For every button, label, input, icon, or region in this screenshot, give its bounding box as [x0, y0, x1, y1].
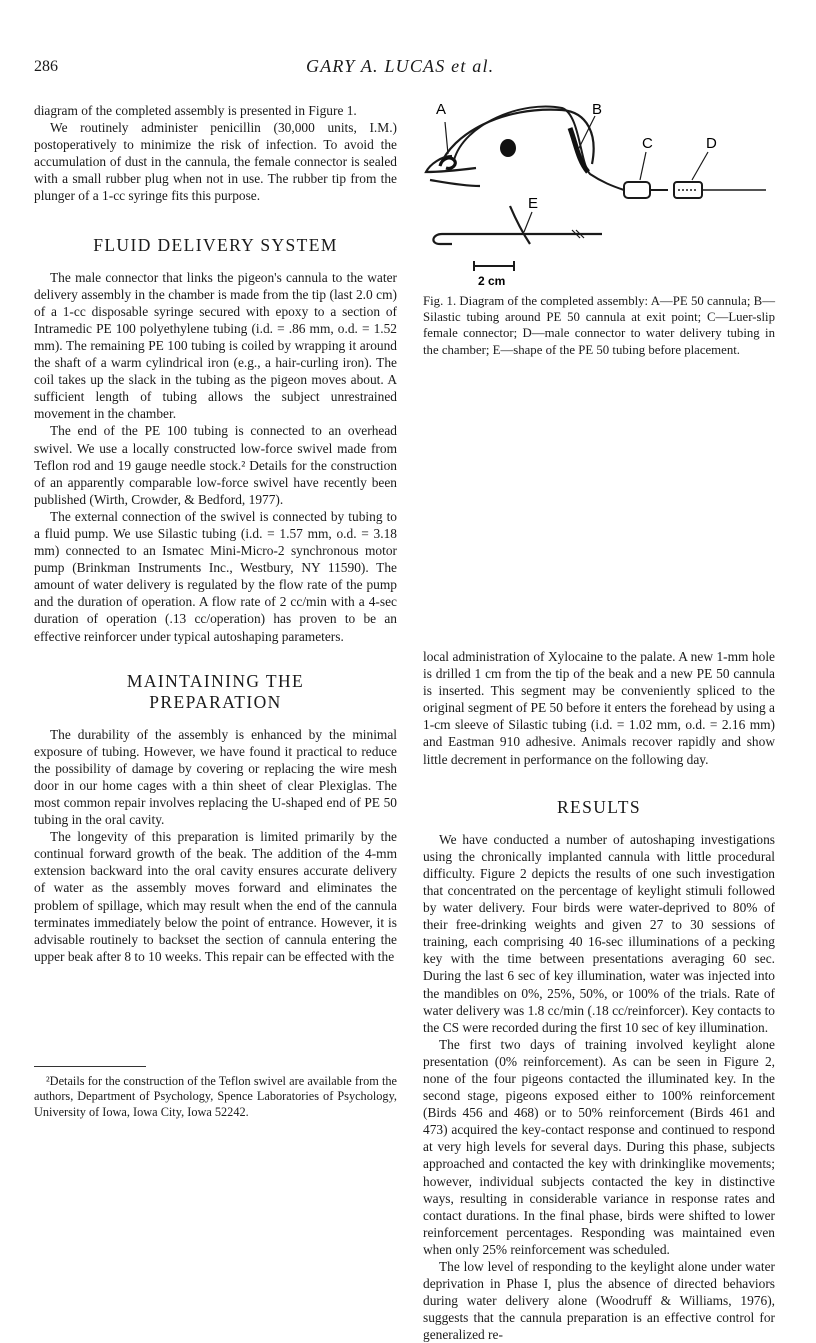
label-d: D	[706, 135, 717, 152]
paragraph: We have conducted a number of autoshaping investigations using the chronically implanted cannula with little procedural difficulty. Figure 2 depicts the results of one such investigation that concentrated on the percentage of keylight stimuli followed by water delivery. Four birds were water-deprived to 80% of their free-drinking weights and given 27 to 30 sessions of training, each comprising 40 16-sec illuminations of a pecking key with the time between presentations averaging 60 sec. During the last 6 sec of key illumination, water was injected into the mandibles on 0%, 25%, 50%, or 100% of the trials. Rate of water delivery was 1.8 cc/min (.18 cc/reinforcer). Key contacts to the CS were recorded during the first 10 sec of key illumination.	[423, 831, 775, 1035]
label-e: E	[528, 195, 539, 212]
figure-caption: Fig. 1. Diagram of the completed assembly: A—PE 50 cannula; B—Silastic tubing around PE 50 cannula at exit point; C—Luer-slip female connector; D—male connector to water delivery tubing in the chamber; E—shape of the PE 50 tubing before placement.	[423, 294, 775, 357]
paragraph: The end of the PE 100 tubing is connected to an overhead swivel. We use a locally constructed low-force swivel made from Teflon rod and 19 gauge needle stock.² Details for the construction of an apparently comparable low-force swivel have recently been published (Wirth, Crowder, & Bedford, 1977).	[34, 423, 397, 507]
lower-beak	[430, 180, 480, 186]
paragraph: local administration of Xylocaine to the palate. A new 1-mm hole is drilled 1 cm from the tip of the beak and a new PE 50 cannula is inserted. This segment may be conveniently spliced to the original segment of PE 50 before it enters the forehead by using a 1-cm sleeve of Silastic tubing (i.d. = 1.02 mm, o.d. = 2.16 mm) and Eastman 910 adhesive. Animals recover rapidly and show little decrement in performance on the following day.	[423, 649, 775, 767]
assembly-diagram	[412, 94, 772, 304]
paragraph: The low level of responding to the keylight alone under water deprivation in Phase I, plus the absence of directed behaviors during water delivery alone (Woodruff & Williams, 1976), suggests that the cannula preparation is an effective control for generalized re-	[423, 1259, 775, 1343]
paragraph: The first two days of training involved keylight alone presentation (0% reinforcement). As can be seen in Figure 2, none of the four pigeons contacted the illuminated key. In the second stage, pigeons exposed either to 100% reinforcement (Birds 456 and 468) or to 50% reinforcement (Birds 461 and 473) acquired the key-contact response and continued to respond at very high levels for several days. During this phase, subjects approached and contacted the key with drinkinglike movements; however, individual subjects contacted the key in distinctive ways, resulting in considerable variance in response rates and contact durations. In the final phase, birds were shifted to lower reinforcement percentages. Responding was maintained even when only 25% reinforcement was scheduled.	[423, 1036, 775, 1257]
paragraph: We routinely administer penicillin (30,000 units, I.M.) postoperatively to minimize the risk of infection. To avoid the accumulation of dust in the cannula, the female connector is sealed with a small rubber plug when not in use. The rubber tip from the plunger of a 1-cc syringe fits this purpose.	[34, 120, 397, 204]
paragraph: The durability of the assembly is enhanced by the minimal exposure of tubing. However, we have found it practical to reduce the possibility of damage by covering or replacing the wire mesh door in our home cages with a thin sheet of clear Plexiglas. The most common repair involves replacing the U-shaped end of PE 50 tubing in the oral cavity.	[34, 726, 397, 828]
leader-d	[692, 152, 708, 180]
footnote: ²Details for the construction of the Teflon swivel are available from the authors, Department of Psychology, Spence Laboratories of Psychology, University of Iowa, Iowa City, Iowa 52242.	[34, 1074, 397, 1119]
tubing-line	[454, 106, 624, 190]
heading-line: MAINTAINING THE	[126, 670, 305, 691]
label-c: C	[642, 135, 653, 152]
scale-bar-label: 2 cm	[478, 274, 506, 288]
label-b: B	[592, 101, 603, 118]
paragraph: The male connector that links the pigeon's cannula to the water delivery assembly in the chamber is made from the tip (last 2.0 cm) of a 1-cc disposable syringe secured with epoxy to a section of Intramedic PE 100 polyethylene tubing (i.d. = .86 mm, o.d. = 1.52 mm). The remaining PE 100 tubing is coiled by wrapping it around the shaft of a warm cylindrical iron (e.g., a hair-curling iron). The coil takes up the slack in the tubing as the pigeon moves about. A sufficient length of tubing allows the subject unrestrained movement in the chamber.	[34, 269, 397, 422]
heading-line: PREPARATION	[149, 691, 282, 712]
left-column	[34, 102, 397, 965]
paragraph: The external connection of the swivel is connected by tubing to a fluid pump. We use Silastic tubing (i.d. = 1.57 mm, o.d. = 3.18 mm) connected to an Ismatec Mini-Micro-2 synchronous motor pump (Brinkman Instruments Inc., Westbury, NY 11590). The amount of water delivery is regulated by the flow rate of the pump and the duration of operation. A flow rate of 2 cc/min with a 4-sec duration of operation (.13 cc/operation) has proven to be an effective reinforcer under typical autoshaping parameters.	[34, 508, 397, 644]
leader-c	[640, 152, 646, 180]
paragraph: The longevity of this preparation is limited primarily by the continual forward growth of the beak. The addition of the 4-mm extension backward into the oral cavity ensures accurate delivery of water as the assembly moves forward and eliminates the problem of spillage, which may result when the end of the cannula terminates immediately below the point of entrance. However, it is advisable routinely to backset the section of cannula entering the upper beak after 8 to 10 weeks. This repair can be effected with the	[34, 829, 397, 964]
page-header	[34, 58, 774, 82]
right-column	[423, 648, 775, 1343]
section-heading-maintaining	[34, 671, 397, 713]
pigeon-eye	[500, 139, 516, 157]
footnote-rule	[34, 1066, 146, 1067]
leader-e	[524, 212, 532, 232]
label-a: A	[436, 101, 447, 118]
section-heading-results: RESULTS	[556, 796, 642, 817]
luer-connector-c	[624, 182, 650, 198]
running-head: GARY A. LUCAS et al.	[306, 56, 495, 76]
leader-a	[445, 122, 448, 154]
figure-1	[412, 94, 772, 304]
section-heading-fluid-delivery: FLUID DELIVERY SYSTEM	[93, 234, 338, 255]
page-number: 286	[34, 58, 58, 75]
cannula-a	[440, 158, 455, 168]
paragraph: diagram of the completed assembly is presented in Figure 1.	[34, 103, 357, 118]
pigeon-head-outline	[440, 110, 594, 166]
